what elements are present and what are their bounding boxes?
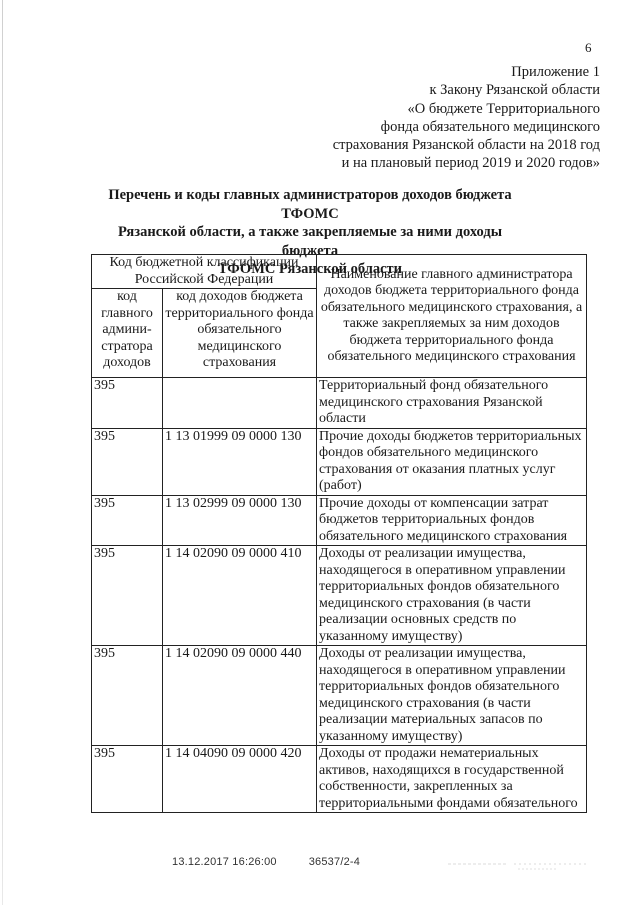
income-code-cell: 1 13 01999 09 0000 130: [163, 428, 317, 495]
faint-scan-mark: [448, 858, 588, 872]
income-code-cell: 1 14 02090 09 0000 440: [163, 646, 317, 746]
table-row: [92, 746, 587, 813]
title-line: Рязанской области, а также закрепляемые за ними доходы бюджета: [117, 224, 503, 259]
administrators-table: [91, 254, 587, 813]
title-line: Перечень и коды главных администраторов доходов бюджета ТФОМС: [108, 187, 512, 222]
page-number: 6: [585, 40, 592, 55]
income-code-cell: 1 13 02999 09 0000 130: [163, 495, 317, 546]
title-line: ТФОМС Рязанской области: [217, 261, 403, 277]
footer-stamp: [172, 856, 360, 868]
table-row: [92, 428, 587, 495]
appendix-line: Приложение 1: [511, 64, 600, 80]
income-code-cell: [163, 378, 317, 429]
admin-code-cell: 395: [92, 646, 163, 746]
income-name-cell: Прочие доходы бюджетов территориальных фондов обязательного медицинского страхования от оказания платных услуг (работ): [317, 428, 587, 495]
appendix-header: [333, 63, 600, 173]
income-name-cell: Прочие доходы от компенсации затрат бюджетов территориальных фондов обязательного медицинского страхования: [317, 495, 587, 546]
header-admin-code: код главного админи-стратора доходов: [92, 289, 163, 378]
admin-code-cell: 395: [92, 546, 163, 646]
income-code-cell: 1 14 04090 09 0000 420: [163, 746, 317, 813]
table-row: [92, 646, 587, 746]
table-row: [92, 378, 587, 429]
scan-edge-line: [2, 0, 3, 905]
admin-code-cell: 395: [92, 428, 163, 495]
income-name-cell: Территориальный фонд обязательного медицинского страхования Рязанской области: [317, 378, 587, 429]
appendix-line: и на плановый период 2019 и 2020 годов»: [341, 155, 600, 172]
header-income-code: код доходов бюджета территориального фонда обязательного медицинского страхования: [163, 289, 317, 378]
income-code-cell: 1 14 02090 09 0000 410: [163, 546, 317, 646]
admin-code-cell: 395: [92, 746, 163, 813]
footer-datetime: 13.12.2017 16:26:00: [172, 856, 277, 868]
table-header-row: [92, 255, 587, 289]
appendix-line: страхования Рязанской области на 2018 год: [332, 137, 600, 154]
admin-code-cell: 395: [92, 378, 163, 429]
footer-doc-id: 36537/2-4: [308, 856, 361, 868]
table-row: [92, 495, 587, 546]
table-row: [92, 546, 587, 646]
appendix-line: «О бюджете Территориального: [407, 100, 600, 117]
income-name-cell: Доходы от продажи нематериальных активов, находящихся в государственной собственности, закрепленных за территориальными фондами обязательного: [317, 746, 587, 813]
income-name-cell: Доходы от реализации имущества, находящегося в оперативном управлении территориальных фондов обязательного медицинского страхования (в части реализации материальных запасов по указанному имуществу): [317, 646, 587, 746]
admin-code-cell: 395: [92, 495, 163, 546]
header-budget-classification: Код бюджетной классификации Российской Федерации: [92, 255, 317, 289]
header-name: Наименование главного администратора доходов бюджета территориального фонда обязательного медицинского страхования, а также закрепляемых за ним доходов бюджета территориального фонда обязательного медицинского страхования: [317, 255, 587, 378]
income-name-cell: Доходы от реализации имущества, находящегося в оперативном управлении территориальных фондов обязательного медицинского страхования (в части реализации основных средств по указанному имуществу): [317, 546, 587, 646]
appendix-line: к Закону Рязанской области: [429, 82, 600, 99]
appendix-line: фонда обязательного медицинского: [380, 118, 600, 135]
